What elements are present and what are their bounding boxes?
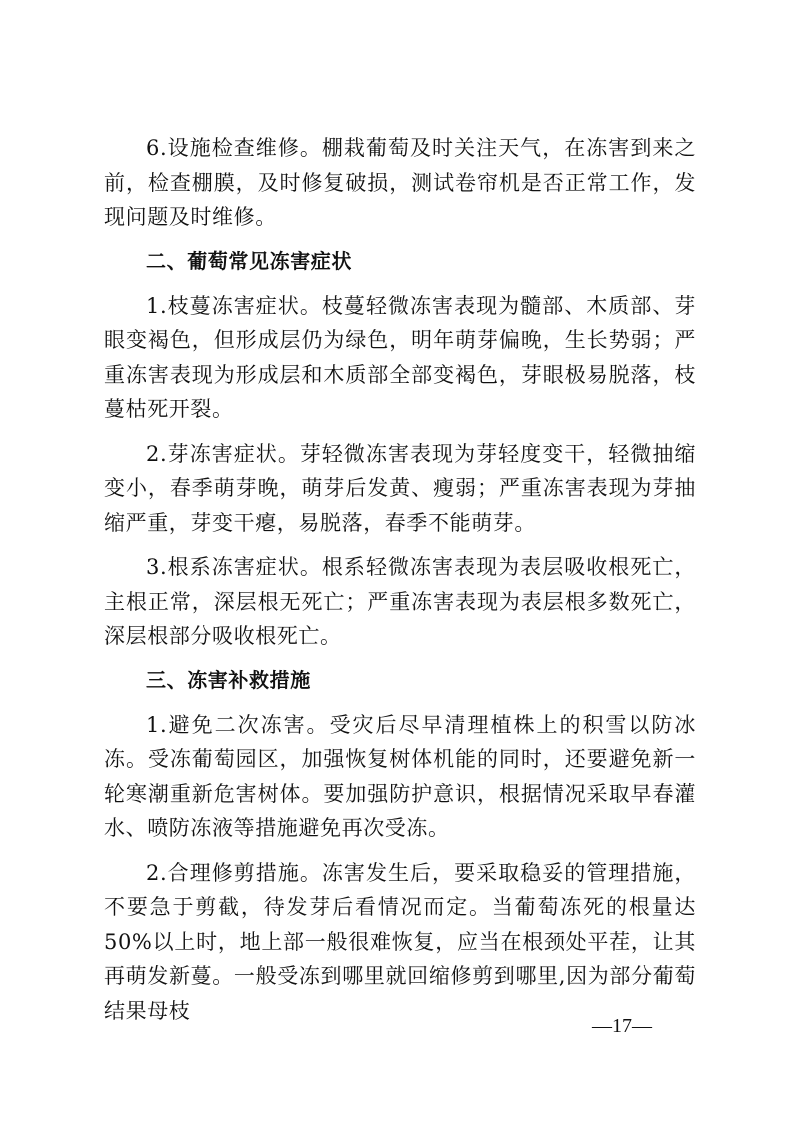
paragraph-lead: 6.设施检查维修。 bbox=[146, 136, 322, 160]
paragraph-lead: 2.芽冻害症状。 bbox=[146, 441, 300, 466]
section-heading-symptoms: 二、葡萄常见冻害症状 bbox=[146, 248, 352, 273]
paragraph-root-symptoms bbox=[104, 550, 696, 654]
paragraph-body: 根系轻微冻害表现为表层吸收根死亡，主根正常，深层根无死亡；严重冻害表现为表层根多数死亡，深层根部分吸收根死亡。 bbox=[104, 555, 696, 648]
paragraph-body: 受灾后尽早清理植株上的积雪以防冰冻。受冻葡萄园区，加强恢复树体机能的同时，还要避免新一轮寒潮重新危害树体。要加强防护意识，根据情况采取早春灌水、喷防冻液等措施避免再次受冻。 bbox=[104, 712, 696, 840]
paragraph-body: 棚栽葡萄及时关注天气，在冻害到来之前，检查棚膜，及时修复破损，测试卷帘机是否正常工作，发现问题及时维修。 bbox=[104, 136, 696, 229]
paragraph-bud-symptoms bbox=[104, 437, 696, 541]
paragraph-lead: 2.合理修剪措施。 bbox=[146, 860, 322, 885]
paragraph-body: 枝蔓轻微冻害表现为髓部、木质部、芽眼变褐色，但形成层仍为绿色，明年萌芽偏晚，生长势弱；严重冻害表现为形成层和木质部全部变褐色，芽眼极易脱落，枝蔓枯死开裂。 bbox=[104, 293, 696, 421]
paragraph-avoid-second-freeze bbox=[104, 708, 696, 846]
paragraph-body: 冻害发生后，要采取稳妥的管理措施，不要急于剪截，待发芽后看情况而定。当葡萄冻死的根量达 50%以上时，地上部一般很难恢复，应当在根颈处平茬，让其再萌发新蔓。一般受冻到哪里就回缩修剪到哪里,因为部分葡萄结果母枝 bbox=[104, 860, 696, 1023]
page-number: —17— bbox=[592, 1015, 652, 1037]
paragraph-lead: 3.根系冻害症状。 bbox=[146, 555, 322, 579]
paragraph-body: 芽轻微冻害表现为芽轻度变干，轻微抽缩变小，春季萌芽晚，萌芽后发黄、瘦弱；严重冻害表现为芽抽缩严重，芽变干瘪，易脱落，春季不能萌芽。 bbox=[104, 441, 696, 535]
paragraph-lead: 1.枝蔓冻害症状。 bbox=[146, 293, 322, 318]
section-heading-remedies: 三、冻害补救措施 bbox=[146, 667, 311, 692]
paragraph-vine-symptoms bbox=[104, 289, 696, 427]
page-content bbox=[104, 131, 696, 1038]
paragraph-lead: 1.避免二次冻害。 bbox=[146, 712, 330, 737]
paragraph-facility-inspection bbox=[104, 131, 696, 235]
paragraph-pruning-measures bbox=[104, 856, 696, 1029]
